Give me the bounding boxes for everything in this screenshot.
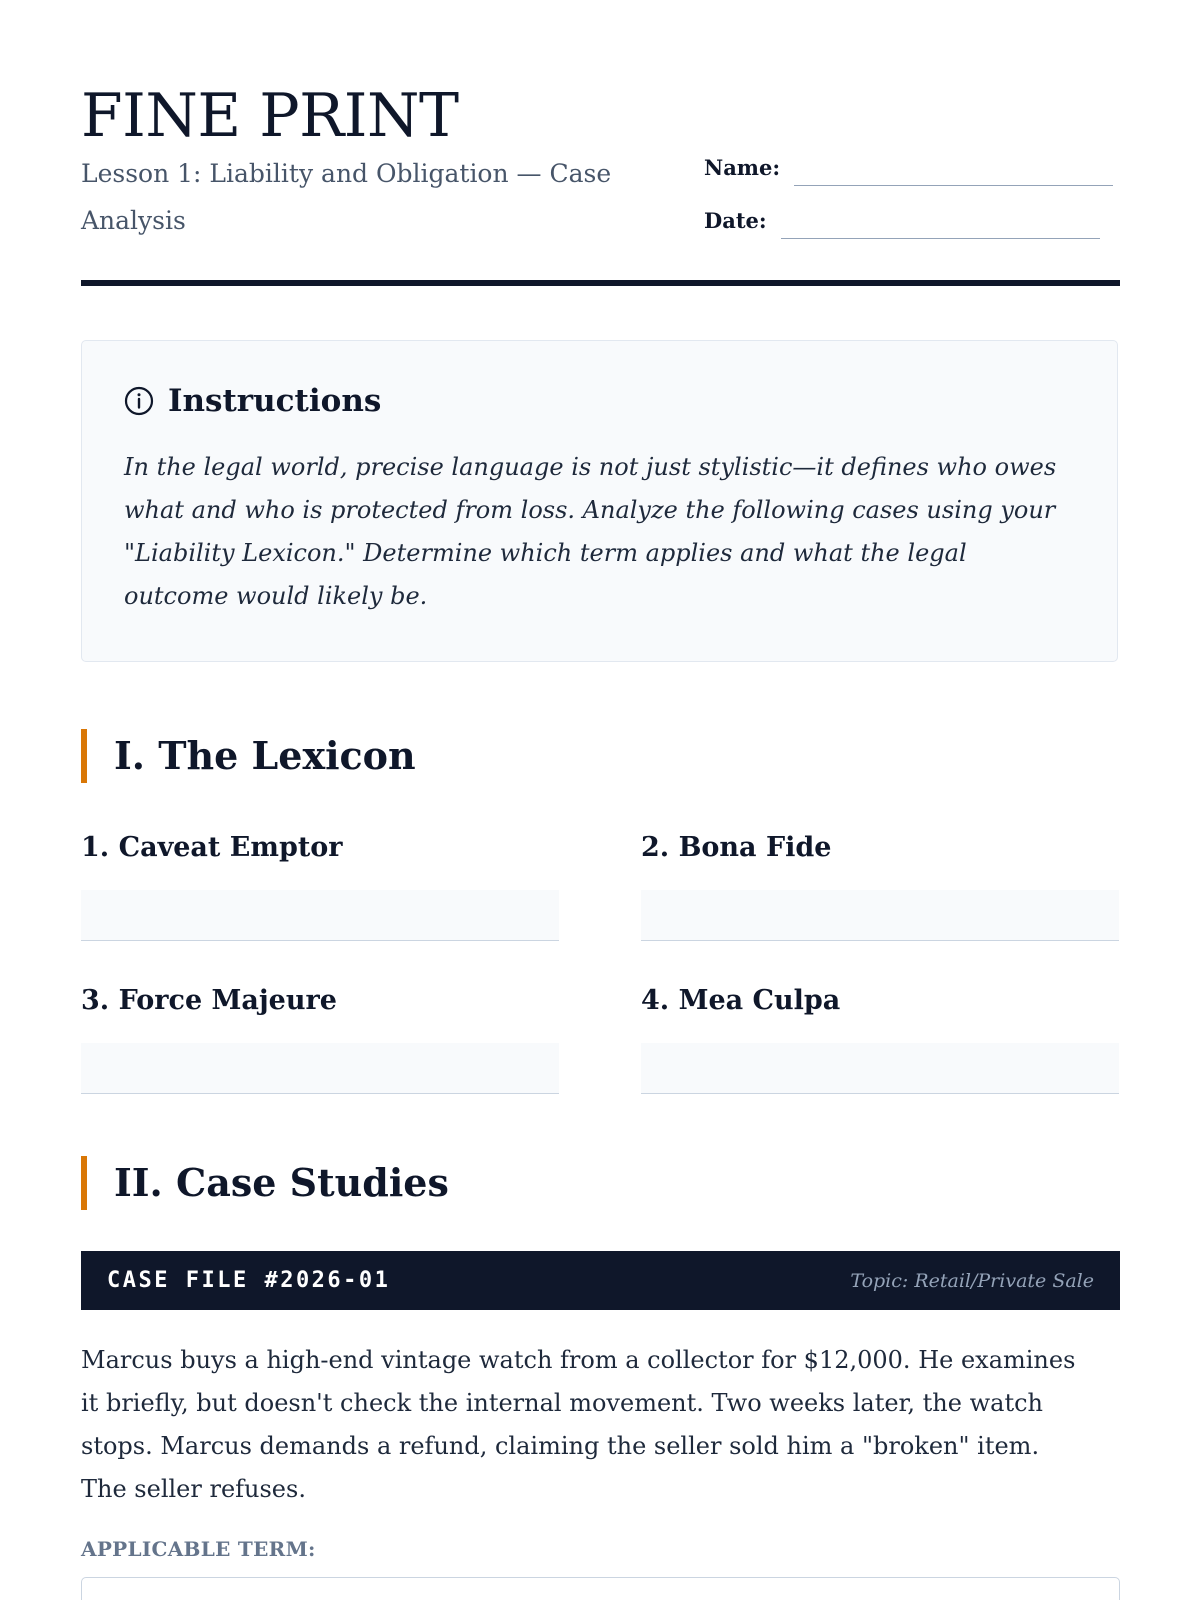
case-file-id: CASE FILE #2026-01	[107, 1268, 391, 1293]
name-field	[704, 150, 1113, 186]
date-field	[704, 203, 1100, 239]
section-title: I. The Lexicon	[114, 733, 416, 778]
term-label: 2. Bona Fide	[641, 832, 832, 863]
term-label: 1. Caveat Emptor	[81, 832, 343, 863]
case-topic: Topic: Retail/Private Sale	[850, 1269, 1094, 1292]
section-accent-bar	[81, 1156, 87, 1210]
instructions-header	[124, 381, 381, 421]
instructions-title: Instructions	[168, 383, 382, 419]
term-label: 3. Force Majeure	[81, 985, 337, 1016]
term-answer-field[interactable]	[641, 1043, 1119, 1094]
term-label: 4. Mea Culpa	[641, 985, 841, 1016]
lesson-subtitle: Lesson 1: Liability and Obligation — Case Analysis	[81, 159, 612, 235]
page-title: FINE PRINT	[81, 81, 459, 151]
date-label: Date:	[704, 208, 767, 233]
applicable-term-input[interactable]	[81, 1577, 1120, 1600]
lexicon-term-mea-culpa	[641, 981, 1119, 1094]
lexicon-term-force-majeure	[81, 981, 559, 1094]
worksheet-header	[81, 0, 1120, 288]
case-description: Marcus buys a high-end vintage watch from a collector for $12,000. He examines it briefly, but doesn't check the internal movement. Two weeks later, the watch stops. Marcus demands a refund, claiming the seller sold him a "broken" item. The seller refuses.	[81, 1346, 1076, 1503]
term-answer-field[interactable]	[81, 1043, 559, 1094]
instructions-body: In the legal world, precise language is not just stylistic—it defines who owes what and who is protected from loss. Analyze the following cases using your "Liability Lexicon." Determine which term applies and what the legal outcome would likely be.	[124, 453, 1057, 610]
section-accent-bar	[81, 729, 87, 783]
term-answer-field[interactable]	[641, 890, 1119, 941]
term-answer-field[interactable]	[81, 890, 559, 941]
section-lexicon-heading	[81, 729, 416, 783]
worksheet-page	[81, 0, 1120, 1561]
info-icon	[124, 386, 154, 416]
case-file-header	[81, 1251, 1120, 1310]
date-input-line[interactable]	[781, 204, 1100, 239]
name-input-line[interactable]	[794, 151, 1113, 186]
header-divider	[81, 280, 1120, 286]
lexicon-term-bona-fide	[641, 828, 1119, 941]
applicable-term-label: APPLICABLE TERM:	[81, 1537, 316, 1561]
section-case-studies-heading	[81, 1156, 449, 1210]
instructions-panel	[81, 340, 1118, 662]
section-title: II. Case Studies	[114, 1160, 449, 1205]
lexicon-term-caveat-emptor	[81, 828, 559, 941]
name-label: Name:	[704, 155, 781, 180]
